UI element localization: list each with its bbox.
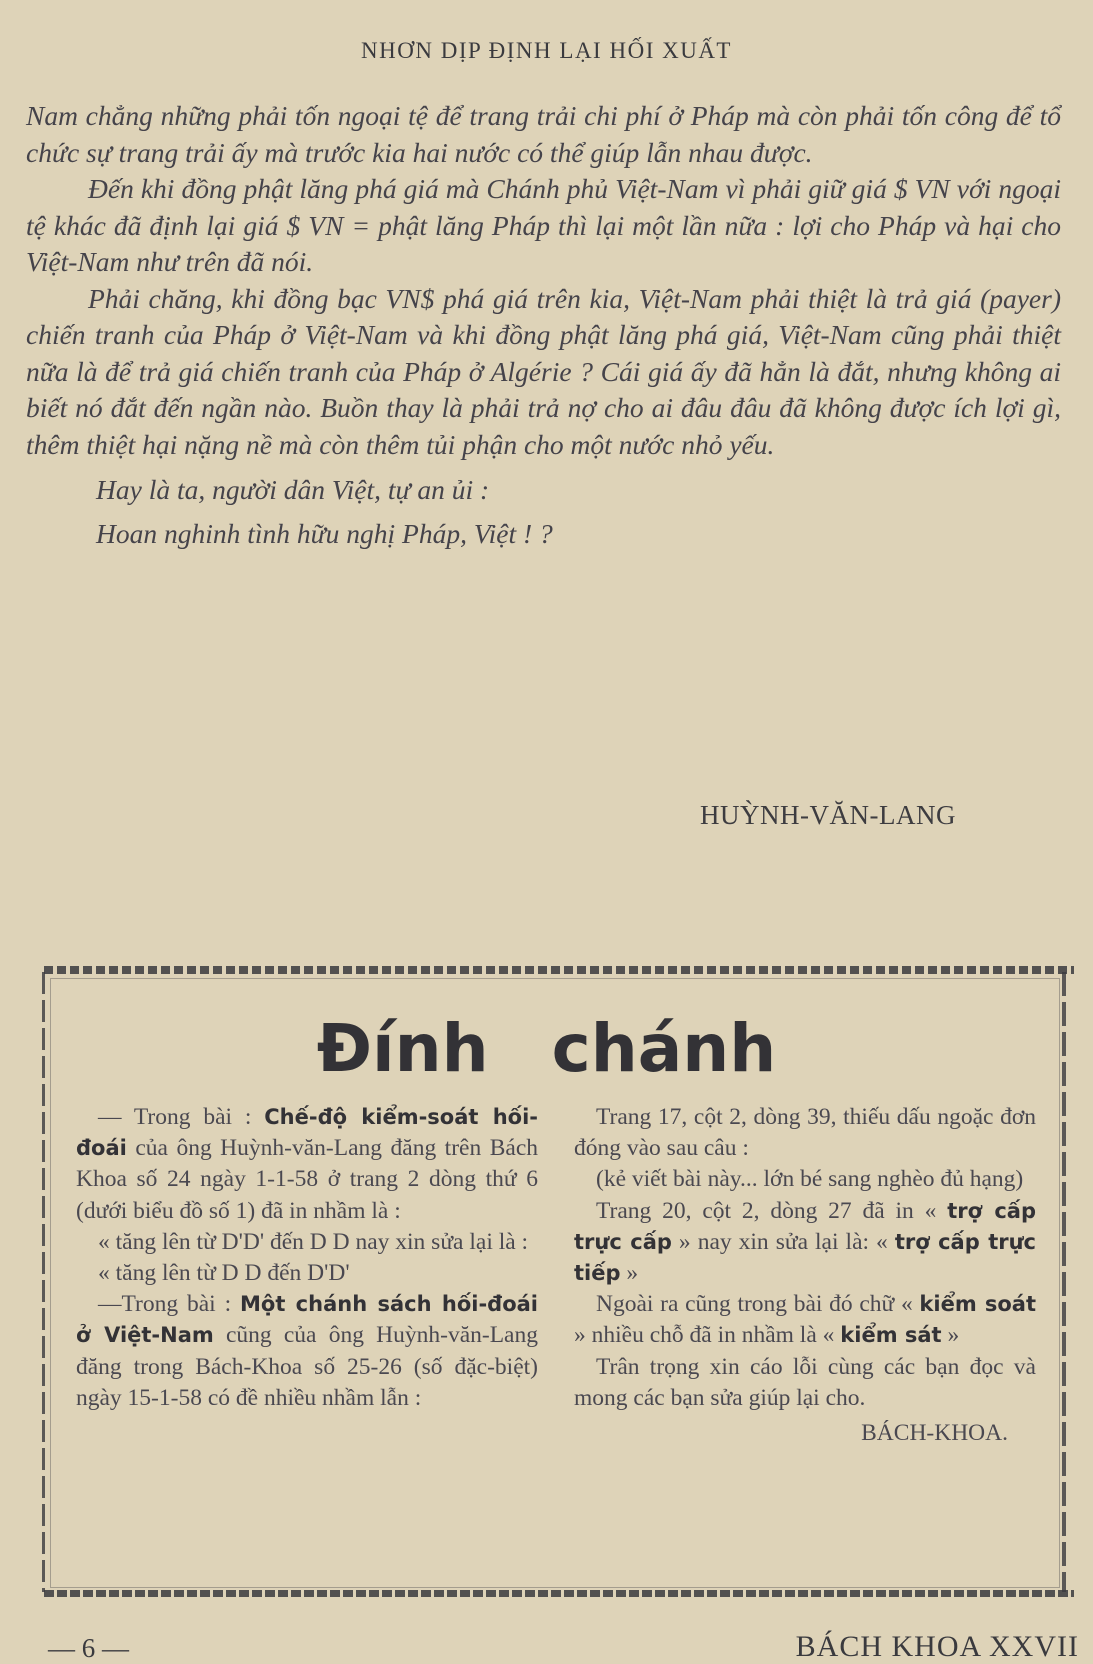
- article-paragraph: Nam chẳng những phải tốn ngoại tệ để trang trải chi phí ở Pháp mà còn phải tốn công để tổ chức sự trang trải ấy mà trước kia hai nước có thể giúp lẫn nhau được.: [26, 100, 1061, 168]
- correction-bold: trợ cấp trực tiếp: [574, 1229, 1037, 1286]
- errata-text: Trang 20, cột 2, dòng 27 đã in «: [596, 1197, 948, 1224]
- errata-box-top-border: [44, 966, 1074, 974]
- errata-text: » nhiều chỗ đã in nhầm là «: [574, 1322, 841, 1349]
- page-number: — 6 —: [48, 1633, 129, 1663]
- article-title-bold: Một chánh sách hối-đoái ở Việt-Nam: [76, 1292, 538, 1348]
- journal-name: BÁCH KHOA XXVII: [795, 1630, 1079, 1663]
- errata-text: » nay xin sửa lại là: «: [671, 1228, 895, 1255]
- errata-item: « tăng lên từ D D đến D'D': [98, 1260, 350, 1287]
- errata-item: Trân trọng xin cáo lỗi cùng các bạn đọc và mong các bạn sửa giúp lại cho.: [574, 1353, 1036, 1411]
- article-paragraph: Phải chăng, khi đồng bạc VN$ phá giá trên kia, Việt-Nam phải thiệt là trả giá (payer) chiến tranh của Pháp ở Việt-Nam và khi đồng phật lăng phá giá, Việt-Nam cũng phải thiệt nữa là để trả giá chiến tranh của Pháp ở Algérie ? Cái giá ấy đã hẳn là đắt, nhưng không ai biết nó đắt đến ngần nào. Buồn thay là phải trả nợ cho ai đâu đâu đã không được ích lợi gì, thêm thiệt hại nặng nề mà còn thêm tủi phận cho một nước nhỏ yếu.: [26, 282, 1061, 460]
- closing-verse: [26, 468, 1061, 556]
- correction-bold: kiểm sát: [840, 1323, 942, 1348]
- article-paragraph: Đến khi đồng phật lăng phá giá mà Chánh phủ Việt-Nam vì phải giữ giá $ VN với ngoại tệ khác đã định lại giá $ VN = phật lăng Pháp thì lại một lần nữa : lợi cho Pháp và hại cho Việt-Nam như trên đã nói.: [26, 173, 1061, 277]
- errata-item: [76, 1289, 538, 1414]
- errata-text: —Trong bài :: [98, 1291, 240, 1318]
- errata-title: Đính chánh: [316, 1010, 777, 1087]
- errata-right-column: [574, 1102, 1036, 1449]
- errata-box-bottom-border: [44, 1590, 1074, 1597]
- errata-item: [76, 1102, 538, 1227]
- article-body: [26, 98, 1061, 556]
- errata-signature: BÁCH-KHOA.: [861, 1420, 1008, 1447]
- author-signature: HUỲNH-VĂN-LANG: [700, 800, 956, 830]
- errata-text: — Trong bài :: [98, 1104, 265, 1130]
- errata-text: cũng của ông Huỳnh-văn-Lang đăng trong Bách-Khoa số 25-26 (số đặc-biệt) ngày 15-1-58 có đề nhiều nhầm lẫn :: [76, 1322, 538, 1411]
- verse-line: Hoan nghinh tình hữu nghị Pháp, Việt ! ?: [96, 518, 553, 549]
- errata-text: »: [941, 1322, 960, 1349]
- errata-item: Trang 17, cột 2, dòng 39, thiếu dấu ngoặc đơn đóng vào sau câu :: [574, 1104, 1036, 1162]
- errata-item: [574, 1196, 1036, 1290]
- errata-item: [574, 1289, 1036, 1351]
- article-title-bold: Chế-độ kiểm-soát hối-đoái: [76, 1105, 538, 1161]
- errata-left-column: [76, 1102, 538, 1414]
- errata-item: « tăng lên từ D'D' đến D D nay xin sửa lại là :: [98, 1228, 529, 1255]
- correction-bold: trợ cấp trực cấp: [574, 1198, 1036, 1254]
- correction-bold: kiểm soát: [919, 1292, 1036, 1317]
- errata-text: Ngoài ra cũng trong bài đó chữ «: [596, 1291, 920, 1318]
- errata-text: của ông Huỳnh-văn-Lang đăng trên Bách Khoa số 24 ngày 1-1-58 ở trang 2 dòng thứ 6 (dưới biểu đồ số 1) đã in nhầm là :: [76, 1135, 538, 1224]
- verse-line: Hay là ta, người dân Việt, tự an ủi :: [96, 474, 490, 505]
- errata-text: »: [620, 1260, 639, 1287]
- errata-item: (kẻ viết bài này... lớn bé sang nghèo đủ hạng): [596, 1166, 1024, 1193]
- running-head: NHƠN DỊP ĐỊNH LẠI HỐI XUẤT: [361, 38, 732, 63]
